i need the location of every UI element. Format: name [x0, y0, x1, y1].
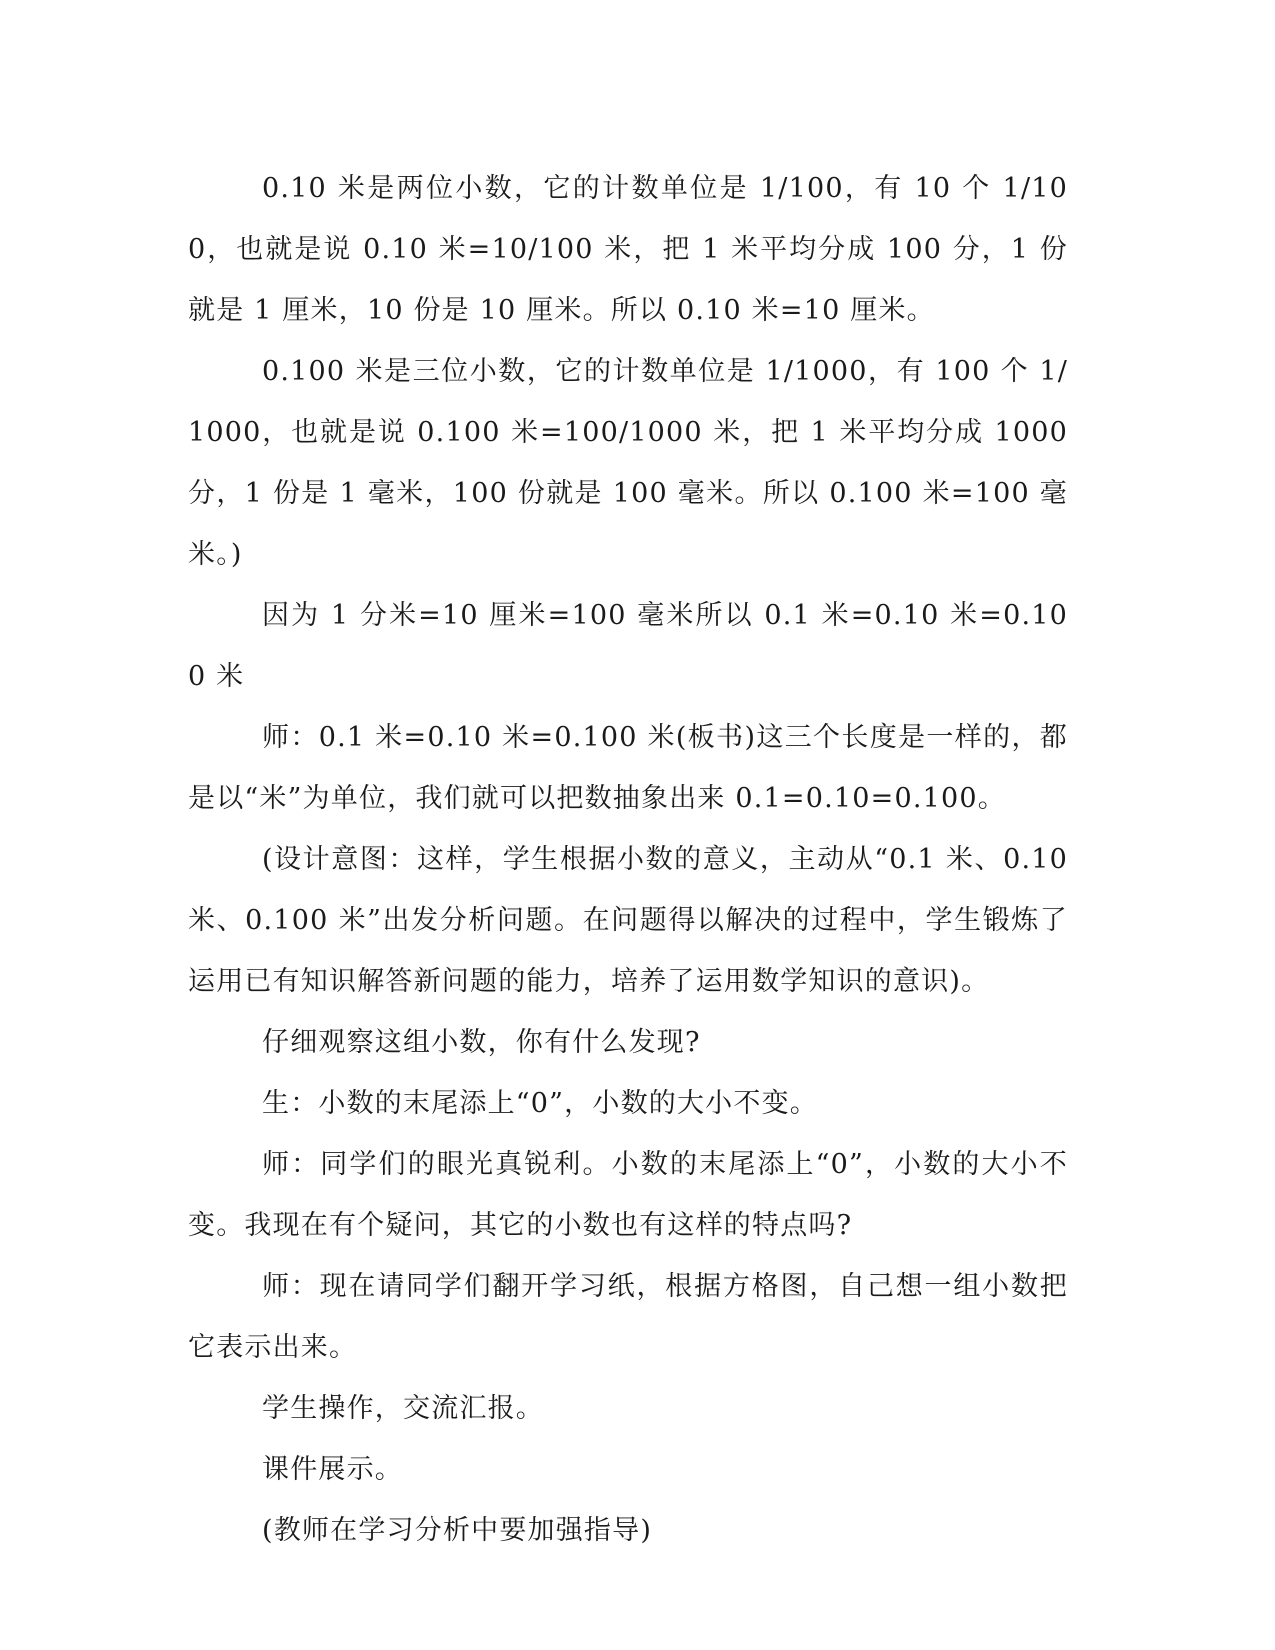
paragraph-teacher-instruction: 师：现在请同学们翻开学习纸，根据方格图，自己想一组小数把它表示出来。 — [188, 1271, 1068, 1363]
document-body — [188, 158, 1068, 1561]
paragraph-decimal-two-places: 0.10 米是两位小数，它的计数单位是 1/100，有 10 个 1/100，也就是说 0.10 米=10/100 米，把 1 米平均分成 100 分，1 份就是 1 厘米，10 份是 10 厘米。所以 0.10 米=10 厘米。 — [188, 173, 1068, 326]
paragraph-student-operation: 学生操作，交流汇报。 — [262, 1393, 544, 1424]
paragraph-teacher-guidance: (教师在学习分析中要加强指导) — [262, 1515, 653, 1546]
paragraph-teacher-blackboard: 师：0.1 米=0.10 米=0.100 米(板书)这三个长度是一样的，都是以“米”为单位，我们就可以把数抽象出来 0.1=0.10=0.100。 — [188, 722, 1068, 814]
paragraph-unit-conversion: 因为 1 分米=10 厘米=100 毫米所以 0.1 米=0.10 米=0.100 米 — [188, 600, 1068, 692]
paragraph-student-answer: 生：小数的末尾添上“0”，小数的大小不变。 — [262, 1088, 818, 1119]
paragraph-teacher-praise: 师：同学们的眼光真锐利。小数的末尾添上“0”，小数的大小不变。我现在有个疑问，其它的小数也有这样的特点吗? — [188, 1149, 1068, 1241]
paragraph-observe-question: 仔细观察这组小数，你有什么发现? — [262, 1027, 701, 1058]
paragraph-courseware-display: 课件展示。 — [262, 1454, 403, 1485]
paragraph-decimal-three-places: 0.100 米是三位小数，它的计数单位是 1/1000，有 100 个 1/1000，也就是说 0.100 米=100/1000 米，把 1 米平均分成 1000 分，1 份是 1 毫米，100 份就是 100 毫米。所以 0.100 米=100 毫米。) — [188, 356, 1068, 570]
paragraph-design-intent: (设计意图：这样，学生根据小数的意义，主动从“0.1 米、0.10 米、0.100 米”出发分析问题。在问题得以解决的过程中，学生锻炼了运用已有知识解答新问题的能力，培养了运用数学知识的意识)。 — [188, 844, 1068, 997]
